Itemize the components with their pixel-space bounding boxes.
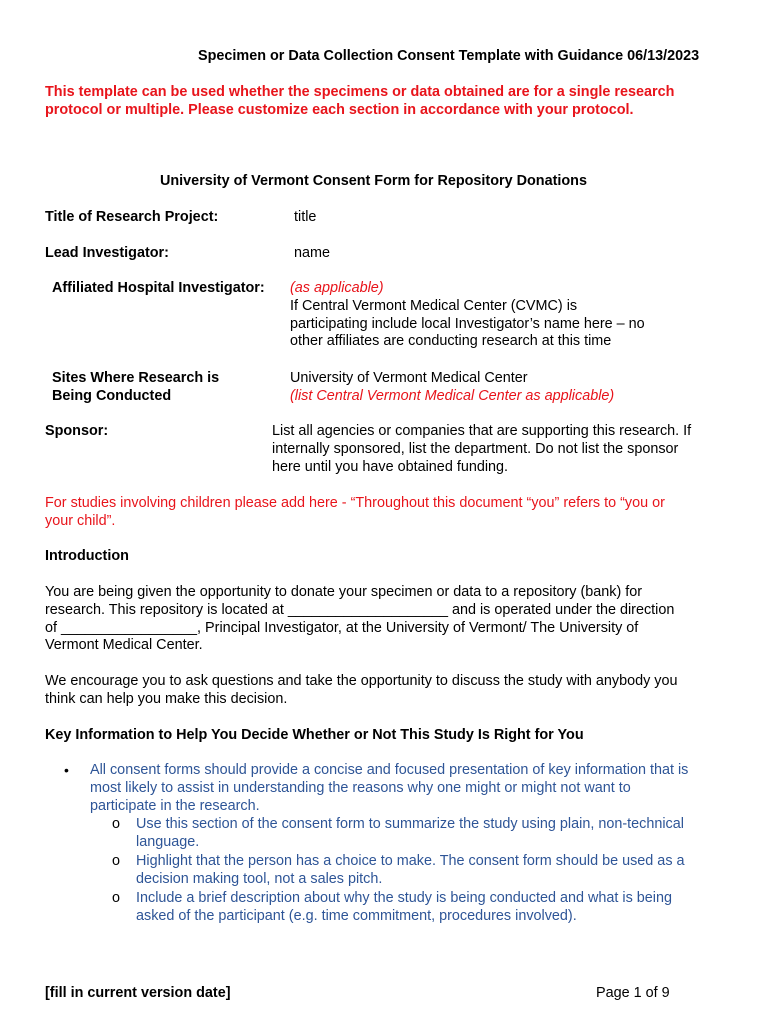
title-label: Title of Research Project:: [45, 209, 219, 225]
form-title: University of Vermont Consent Form for Repository Donations: [160, 173, 587, 189]
paragraph-line: research. This repository is located at ____________________ and is operated under the direction: [45, 601, 675, 618]
sub-bullet-line: language.: [136, 833, 200, 850]
affiliated-note: (as applicable): [290, 280, 384, 296]
bullet-line: All consent forms should provide a concise and focused presentation of key information that is: [90, 762, 689, 778]
template-note: [45, 84, 674, 120]
sub-bullet-icon: o: [112, 816, 121, 832]
introduction-heading: Introduction: [45, 548, 129, 564]
introduction-paragraph-2: [45, 673, 678, 709]
sub-bullet-line: Include a brief description about why the study is being conducted and what is being: [136, 890, 672, 906]
paragraph-line: We encourage you to ask questions and take the opportunity to discuss the study with anybody you: [45, 673, 678, 689]
lead-investigator-label: Lead Investigator:: [45, 245, 169, 261]
sponsor-text-line: List all agencies or companies that are supporting this research. If: [272, 423, 692, 439]
lead-investigator-value: name: [294, 245, 330, 261]
sponsor-text-line: internally sponsored, list the department. Do not list the sponsor: [272, 440, 679, 457]
paragraph-line: You are being given the opportunity to donate your specimen or data to a repository (bank) for: [45, 584, 643, 600]
sub-bullet-icon: o: [112, 890, 121, 906]
sites-value-text: University of Vermont Medical Center: [290, 370, 528, 386]
affiliated-text-line: participating include local Investigator’s name here – no: [290, 315, 645, 332]
bullet-line: most likely to assist in understanding the reasons why one might or might not want to: [90, 779, 631, 796]
key-info-sub-bullet-2: [136, 853, 685, 889]
footer-version-date: [fill in current version date]: [45, 985, 231, 1001]
paragraph-line: Vermont Medical Center.: [45, 637, 203, 654]
sites-label-line: Sites Where Research is: [52, 370, 220, 386]
key-info-bullet: [90, 762, 688, 815]
sub-bullet-icon: o: [112, 853, 121, 869]
sites-value: [290, 370, 614, 406]
sponsor-value: [272, 423, 691, 476]
affiliated-investigator-label: Affiliated Hospital Investigator:: [52, 280, 265, 296]
sponsor-label: Sponsor:: [45, 423, 109, 439]
title-value: title: [294, 209, 317, 225]
affiliated-text-line: other affiliates are conducting research at this time: [290, 333, 612, 350]
document-header-title: Specimen or Data Collection Consent Template with Guidance 06/13/2023: [198, 48, 700, 64]
affiliated-text-line: If Central Vermont Medical Center (CVMC) is: [290, 297, 578, 314]
children-note: [45, 495, 665, 531]
affiliated-investigator-value: [290, 280, 645, 351]
children-note-line: For studies involving children please add here - “Throughout this document “you” refers to “you or: [45, 495, 665, 511]
key-info-sub-bullet-1: [136, 816, 684, 852]
sponsor-text-line: here until you have obtained funding.: [272, 458, 509, 475]
paragraph-line: of _________________, Principal Investigator, at the University of Vermont/ The University of: [45, 619, 639, 636]
bullet-icon: •: [64, 762, 69, 778]
sub-bullet-line: Use this section of the consent form to summarize the study using plain, non-technical: [136, 816, 684, 832]
sites-label: [52, 370, 219, 406]
template-note-line: This template can be used whether the specimens or data obtained are for a single research: [45, 84, 675, 100]
sites-label-line: Being Conducted: [52, 387, 172, 404]
introduction-paragraph-1: [45, 584, 674, 655]
children-note-line: your child”.: [45, 512, 116, 529]
key-info-heading: Key Information to Help You Decide Whether or Not This Study Is Right for You: [45, 727, 584, 743]
template-note-line: protocol or multiple. Please customize each section in accordance with your protocol.: [45, 101, 634, 118]
paragraph-line: think can help you make this decision.: [45, 690, 288, 707]
bullet-line: participate in the research.: [90, 797, 260, 814]
sub-bullet-line: asked of the participant (e.g. time commitment, procedures involved).: [136, 907, 577, 924]
footer-page-number: Page 1 of 9: [596, 985, 670, 1001]
sub-bullet-line: Highlight that the person has a choice to make. The consent form should be used as a: [136, 853, 685, 869]
sites-note: (list Central Vermont Medical Center as applicable): [290, 387, 615, 404]
key-info-sub-bullet-3: [136, 890, 672, 926]
sub-bullet-line: decision making tool, not a sales pitch.: [136, 870, 383, 887]
